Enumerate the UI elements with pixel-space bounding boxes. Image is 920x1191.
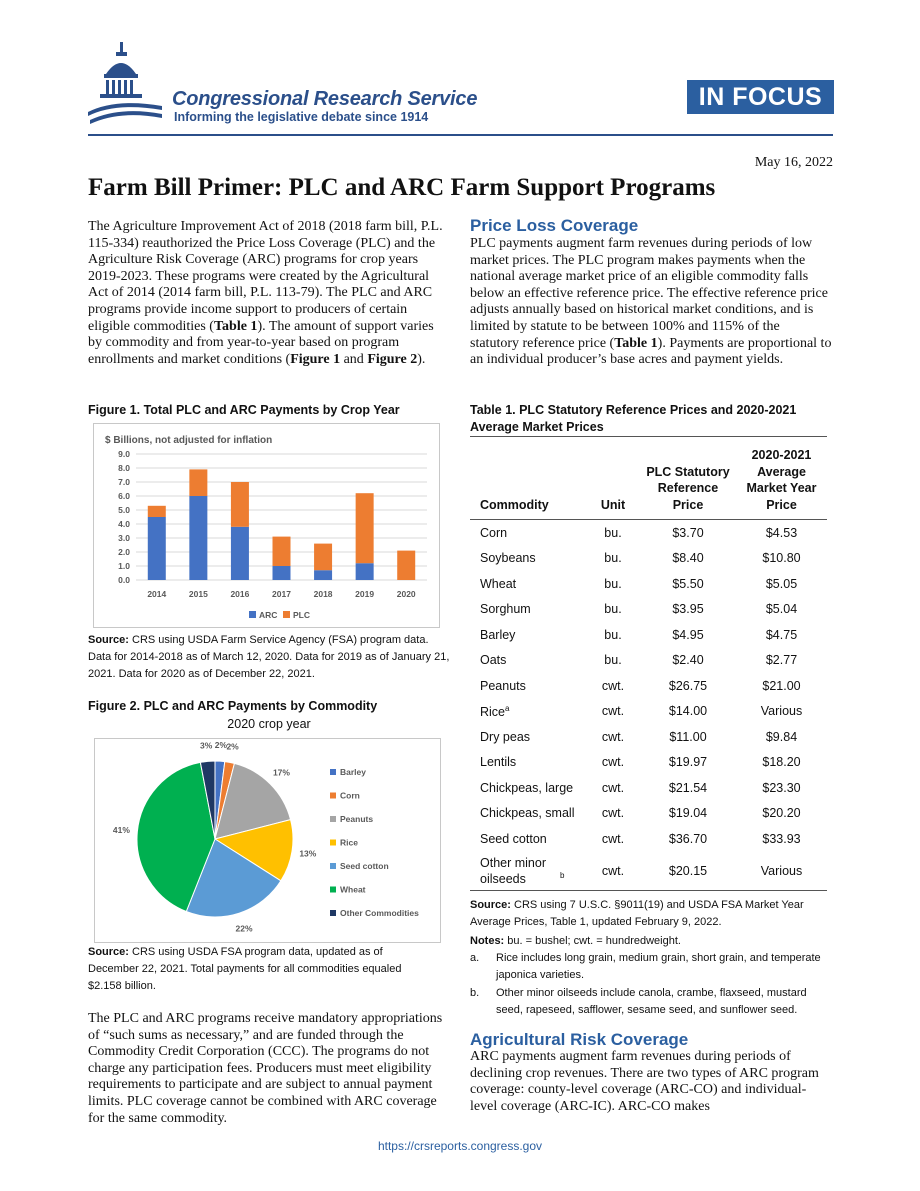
footnote-marker: b bbox=[560, 870, 565, 880]
cell-reference-price: $4.95 bbox=[672, 627, 704, 642]
legend-label: Other Commodities bbox=[340, 908, 419, 918]
table-row bbox=[470, 597, 827, 623]
cell-commodity: Soybeans bbox=[480, 551, 536, 566]
table-row bbox=[470, 801, 827, 827]
note-a-text: Rice includes long grain, medium grain, short grain, and temperate japonica varieties. bbox=[496, 952, 821, 981]
figure1-caption: Figure 1. Total PLC and ARC Payments by Crop Year bbox=[88, 403, 400, 417]
source-label: Source: bbox=[470, 899, 511, 911]
org-name: Congressional Research Service bbox=[172, 88, 478, 110]
cell-unit: cwt. bbox=[601, 863, 625, 878]
arc-heading: Agricultural Risk Coverage bbox=[470, 1030, 689, 1049]
table-note-a bbox=[470, 950, 832, 984]
cell-unit: cwt. bbox=[601, 831, 625, 846]
note-b-label: b. bbox=[470, 987, 480, 999]
table1-notes bbox=[470, 933, 832, 950]
y-tick-label: 8.0 bbox=[118, 463, 130, 473]
cell-commodity: Sorghum bbox=[480, 602, 531, 617]
cell-commodity: Peanuts bbox=[480, 678, 526, 693]
bar-plc bbox=[356, 493, 374, 563]
pie-chart bbox=[95, 739, 440, 942]
cell-market-price: $10.80 bbox=[762, 551, 801, 566]
header-divider bbox=[88, 134, 833, 136]
col-unit: Unit bbox=[600, 497, 626, 512]
legend-swatch bbox=[330, 910, 336, 916]
x-tick-label: 2014 bbox=[147, 589, 167, 599]
commodity-name: Other minor oilseeds bbox=[480, 855, 546, 886]
cell-commodity: Oats bbox=[480, 653, 507, 668]
cell-market-price: $5.05 bbox=[765, 576, 798, 591]
cell-unit: cwt. bbox=[601, 780, 625, 795]
y-tick-label: 0.0 bbox=[118, 575, 130, 585]
legend-label: Seed cotton bbox=[340, 861, 389, 871]
legend-swatch bbox=[330, 793, 336, 799]
cell-reference-price: $36.70 bbox=[668, 831, 708, 846]
bar-plc bbox=[273, 537, 291, 566]
table-note-b bbox=[470, 985, 832, 1019]
cell-commodity: Chickpeas, small bbox=[480, 806, 575, 821]
org-tagline: Informing the legislative debate since 1914 bbox=[174, 110, 429, 124]
price-table bbox=[470, 436, 827, 891]
table-row bbox=[470, 520, 827, 546]
note-a-label: a. bbox=[470, 952, 480, 964]
x-tick-label: 2015 bbox=[188, 589, 208, 599]
y-tick-label: 9.0 bbox=[118, 449, 130, 459]
y-tick-label: 3.0 bbox=[118, 533, 130, 543]
cell-reference-price: $26.75 bbox=[668, 678, 708, 693]
legend-swatch bbox=[330, 816, 336, 822]
table-row bbox=[470, 826, 827, 852]
source-text: CRS using USDA FSA program data, updated as of December 22, 2021. Total payments for all commodities equaled $2.158 billion. bbox=[88, 946, 402, 992]
cell-commodity bbox=[470, 852, 586, 891]
cell-market-price: $4.75 bbox=[765, 627, 798, 642]
in-focus-badge: IN FOCUS bbox=[687, 80, 834, 114]
notes-label: Notes: bbox=[470, 935, 505, 947]
table-row bbox=[470, 699, 827, 725]
cell-market-price: $23.30 bbox=[762, 780, 801, 795]
page-title: Farm Bill Primer: PLC and ARC Farm Support Programs bbox=[88, 174, 716, 201]
pie-data-label: 13% bbox=[299, 848, 317, 859]
footer-url[interactable]: https://crsreports.congress.gov bbox=[377, 1139, 543, 1153]
y-tick-label: 2.0 bbox=[118, 547, 130, 557]
cell-unit: bu. bbox=[604, 525, 622, 540]
intro-text-2: ). The amount of support varies by commodity and from year-to-year based on program enrollments and market conditions ( bbox=[88, 318, 434, 367]
table1 bbox=[470, 436, 827, 891]
cell-reference-price: $21.54 bbox=[668, 780, 708, 795]
figure2-subtitle: 2020 crop year bbox=[227, 717, 311, 731]
x-tick-label: 2017 bbox=[272, 589, 291, 599]
cell-commodity: Seed cotton bbox=[480, 831, 547, 846]
cell-unit: cwt. bbox=[601, 806, 625, 821]
cell-unit: cwt. bbox=[601, 704, 625, 719]
cell-market-price: $18.20 bbox=[762, 755, 801, 770]
legend-label: Wheat bbox=[340, 884, 366, 895]
y-tick-label: 6.0 bbox=[118, 491, 130, 501]
figure1-ref: Figure 1 bbox=[290, 351, 341, 367]
cell-commodity: Wheat bbox=[480, 576, 517, 591]
plc-text-b: ). Payments are proportional to an individual producer’s base acres and payment yields. bbox=[470, 335, 832, 368]
figure2-ref: Figure 2 bbox=[367, 351, 418, 367]
y-tick-label: 1.0 bbox=[118, 561, 130, 571]
source-label: Source: bbox=[88, 946, 129, 958]
cell-reference-price: $2.40 bbox=[672, 653, 704, 668]
table-row bbox=[470, 673, 827, 699]
commodity-name: Rice bbox=[480, 704, 506, 719]
bar-plc bbox=[148, 506, 166, 517]
x-tick-label: 2020 bbox=[396, 589, 416, 599]
stacked-bar-chart bbox=[94, 424, 439, 627]
y-tick-label: 5.0 bbox=[118, 505, 130, 515]
pie-data-label: 17% bbox=[272, 767, 290, 778]
table-ref: Table 1 bbox=[213, 318, 258, 334]
table-row bbox=[470, 852, 827, 891]
x-tick-label: 2018 bbox=[313, 589, 333, 599]
table-row bbox=[470, 724, 827, 750]
cell-reference-price: $19.04 bbox=[668, 806, 708, 821]
arc-paragraph: ARC payments augment farm revenues during periods of declining crop revenues. There are two types of ARC program coverage: county-level coverage (ARC-CO) and individual-level coverage (ARC-IC). ARC-CO makes bbox=[470, 1049, 819, 1114]
legend-label: Rice bbox=[340, 837, 358, 848]
bar-arc bbox=[356, 563, 374, 580]
figure2-source bbox=[88, 944, 410, 995]
figure2-caption: Figure 2. PLC and ARC Payments by Commodity bbox=[88, 699, 378, 713]
crs-logo-icon bbox=[86, 40, 166, 130]
pie-data-label: 2% bbox=[226, 741, 239, 752]
cell-unit: bu. bbox=[604, 653, 622, 668]
bar-arc bbox=[148, 517, 166, 580]
cell-commodity: Barley bbox=[480, 627, 516, 642]
pie-data-label: 41% bbox=[112, 825, 130, 836]
legend-swatch bbox=[330, 840, 336, 846]
cell-unit: bu. bbox=[604, 602, 622, 617]
legend-swatch bbox=[330, 769, 336, 775]
table-row bbox=[470, 775, 827, 801]
cell-unit: bu. bbox=[604, 627, 622, 642]
bar-plc bbox=[314, 544, 332, 571]
col-market-price: 2020-2021 Average Market Year Price bbox=[746, 448, 817, 512]
x-tick-label: 2016 bbox=[230, 589, 250, 599]
cell-unit: cwt. bbox=[601, 729, 625, 744]
cell-reference-price: $5.50 bbox=[672, 576, 704, 591]
cell-reference-price: $8.40 bbox=[672, 551, 704, 566]
table-row bbox=[470, 622, 827, 648]
legend-swatch bbox=[330, 863, 336, 869]
cell-reference-price: $20.15 bbox=[668, 863, 708, 878]
cell-commodity bbox=[470, 699, 586, 725]
plc-paragraph bbox=[470, 236, 832, 369]
bar-arc bbox=[189, 496, 207, 580]
legend-label: Barley bbox=[340, 767, 366, 777]
plc-heading: Price Loss Coverage bbox=[470, 216, 639, 235]
x-tick-label: 2019 bbox=[355, 589, 375, 599]
figure1-source bbox=[88, 632, 450, 683]
bar-plc bbox=[189, 469, 207, 496]
cell-commodity: Corn bbox=[480, 525, 508, 540]
cell-commodity: Dry peas bbox=[480, 729, 531, 744]
table-row bbox=[470, 648, 827, 674]
cell-unit: cwt. bbox=[601, 678, 625, 693]
source-text: CRS using USDA Farm Service Agency (FSA) program data. Data for 2014-2018 as of March 12, 2020. Data for 2019 as of January 21, 2021. Data for 2020 as of December 22, 2021. bbox=[88, 634, 450, 680]
col-reference-price: PLC Statutory Reference Price bbox=[646, 464, 730, 512]
cell-reference-price: $3.70 bbox=[672, 525, 704, 540]
cell-market-price: Various bbox=[760, 863, 803, 878]
pie-data-label: 3% bbox=[200, 740, 213, 751]
note-b-text: Other minor oilseeds include canola, crambe, flaxseed, mustard seed, rapeseed, safflower, sesame seed, and sunflower seed. bbox=[496, 987, 807, 1016]
pie-data-label: 22% bbox=[235, 923, 253, 934]
y-tick-label: 4.0 bbox=[118, 519, 130, 529]
bar-plc bbox=[231, 482, 249, 527]
bar-arc bbox=[231, 527, 249, 580]
intro-text-1: The Agriculture Improvement Act of 2018 (2018 farm bill, P.L. 115-334) reauthorized the Price Loss Coverage (PLC) and the Agriculture Risk Coverage (ARC) programs for crop years 2019-2023. These programs were created by the Agricultural Act of 2014 (2014 farm bill, P.L. 113-79). The PLC and ARC programs provide income support to producers of certain eligible commodities ( bbox=[88, 219, 443, 334]
publication-date: May 16, 2022 bbox=[754, 155, 833, 170]
cell-market-price: $4.53 bbox=[765, 525, 798, 540]
cell-unit: cwt. bbox=[601, 755, 625, 770]
source-label: Source: bbox=[88, 634, 129, 646]
intro-end: ). bbox=[417, 351, 426, 367]
figure2-chart bbox=[94, 738, 441, 943]
col-commodity: Commodity bbox=[480, 497, 549, 512]
cell-reference-price: $19.97 bbox=[668, 755, 708, 770]
table-row bbox=[470, 571, 827, 597]
legend-label: Peanuts bbox=[340, 814, 374, 824]
cell-market-price: $21.00 bbox=[762, 678, 801, 693]
plc-table-ref: Table 1 bbox=[614, 335, 658, 351]
table-row bbox=[470, 750, 827, 776]
intro-and: and bbox=[340, 351, 368, 367]
cell-reference-price: $3.95 bbox=[672, 602, 704, 617]
cell-market-price: $20.20 bbox=[762, 806, 801, 821]
table1-source bbox=[470, 897, 832, 931]
table-header-row bbox=[470, 437, 827, 520]
source-text: CRS using 7 U.S.C. §9011(19) and USDA FSA Market Year Average Prices, Table 1, updated February 9, 2022. bbox=[470, 899, 804, 928]
cell-market-price: $33.93 bbox=[762, 831, 801, 846]
cell-market-price: Various bbox=[760, 704, 803, 719]
cell-market-price: $9.84 bbox=[765, 729, 798, 744]
legend-swatch bbox=[330, 887, 336, 893]
cell-unit: bu. bbox=[604, 551, 622, 566]
cell-reference-price: $14.00 bbox=[668, 704, 708, 719]
legend-label: PLC bbox=[293, 610, 310, 620]
chart-title: $ Billions, not adjusted for inflation bbox=[105, 435, 273, 446]
footnote-marker: a bbox=[505, 703, 510, 713]
bar-arc bbox=[314, 570, 332, 580]
bar-plc bbox=[397, 551, 415, 580]
closing-paragraph: The PLC and ARC programs receive mandatory appropriations of “such sums as necessary,” and are funded through the Commodity Credit Corporation (CCC). The programs do not charge any participation fees. Producers must meet eligibility requirements to participate and are subject to annual payment limits. PLC coverage cannot be combined with ARC coverage for the same commodity. bbox=[88, 1011, 443, 1126]
pie-data-label: 2% bbox=[214, 740, 228, 751]
notes-text: bu. = bushel; cwt. = hundredweight. bbox=[504, 935, 681, 947]
cell-market-price: $5.04 bbox=[765, 602, 798, 617]
table1-caption: Table 1. PLC Statutory Reference Prices and 2020-2021 Average Market Prices bbox=[470, 403, 797, 434]
cell-unit: bu. bbox=[604, 576, 622, 591]
legend-swatch bbox=[249, 611, 256, 618]
table-row bbox=[470, 546, 827, 572]
cell-reference-price: $11.00 bbox=[669, 729, 707, 744]
cell-commodity: Lentils bbox=[480, 755, 517, 770]
cell-commodity: Chickpeas, large bbox=[480, 780, 574, 795]
legend-label: Corn bbox=[340, 790, 360, 801]
cell-market-price: $2.77 bbox=[765, 653, 798, 668]
legend-label: ARC bbox=[259, 610, 278, 620]
legend-swatch bbox=[283, 611, 290, 618]
figure1-chart bbox=[93, 423, 440, 628]
plc-text-a: PLC payments augment farm revenues during periods of low market prices. The PLC program makes payments when the national average market price of an eligible commodity falls below an effective reference price. The effective reference price adjusts annually based on historical market conditions, and is limited by statute to be between 100% and 115% of the statutory reference price ( bbox=[470, 236, 828, 351]
intro-paragraph bbox=[88, 219, 448, 368]
bar-arc bbox=[273, 566, 291, 580]
y-tick-label: 7.0 bbox=[118, 477, 130, 487]
